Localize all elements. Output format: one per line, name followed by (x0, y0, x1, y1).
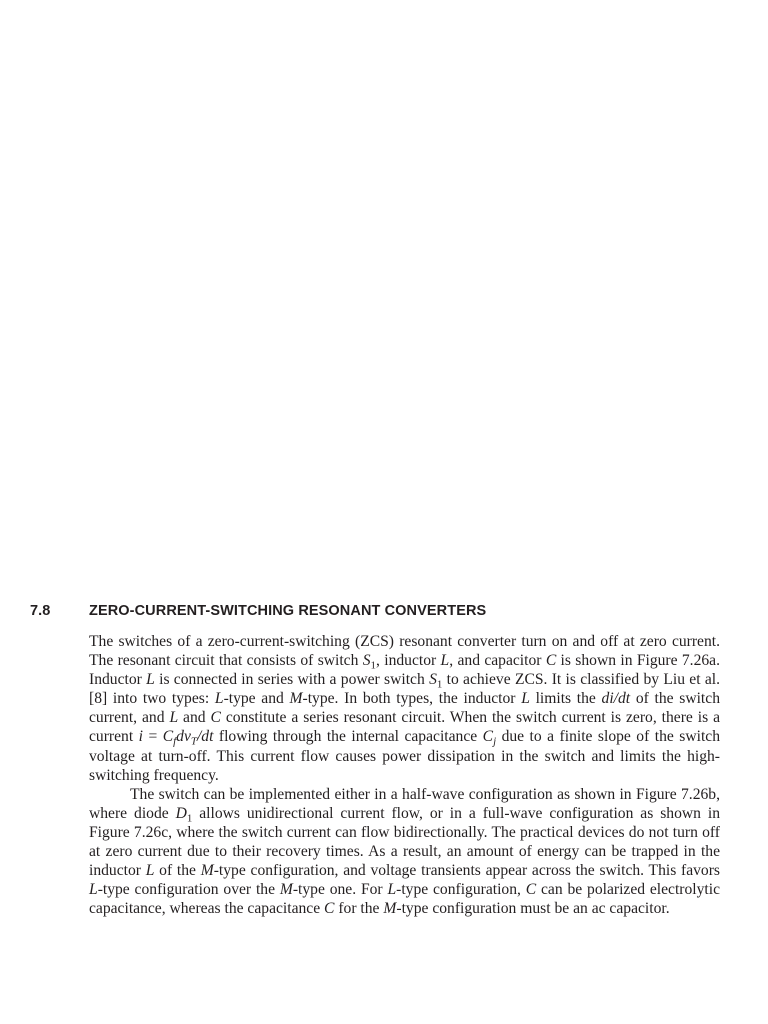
text-run: i (138, 728, 143, 746)
text-run: flowing through the internal capacitance (213, 728, 483, 746)
text-run: L (440, 652, 450, 670)
text-run: is shown in Figure 7.26a. Inductor (89, 652, 720, 689)
text-run: -type configuration, and voltage transients appear across the switch. This favors (213, 862, 720, 880)
text-run: L (521, 690, 530, 708)
text-run: , inductor (376, 652, 441, 670)
text-run: di/dt (601, 690, 631, 708)
section-number: 7.8 (30, 603, 51, 619)
text-run: The switches of a zero-current-switching (ZCS) resonant converter turn on and off at zero current. The resonant circuit that consists of switch (89, 633, 720, 670)
text-run: L (387, 881, 397, 899)
text-run: can be polarized electrolytic capacitance, whereas the capacitance (89, 881, 721, 918)
text-run: L (146, 671, 155, 689)
text-run: is connected in series with a power switch (154, 671, 430, 689)
text-run: L (214, 690, 224, 708)
text-run: M (383, 900, 397, 918)
text-run: dv (176, 728, 191, 746)
text-run: S (362, 652, 371, 670)
text-run: C (525, 881, 537, 899)
text-run: of the switch current, and (89, 690, 720, 727)
text-run: The switch can be implemented either in a half-wave configuration as shown in Figure 7.26b, where diode (89, 785, 720, 822)
text-run: C (162, 728, 174, 746)
text-run: M (200, 862, 214, 880)
text-run: M (279, 881, 293, 899)
paragraph-2 (89, 785, 720, 919)
text-run: L (169, 709, 179, 727)
text-run: j (493, 735, 497, 748)
text-run: limits the (529, 690, 602, 708)
text-run: 1 (370, 659, 376, 672)
text-run: to achieve ZCS. It is classified by Liu et al. [8] into two types: (89, 671, 720, 708)
text-run: of the (154, 862, 201, 880)
text-run: -type and (223, 690, 290, 708)
section-heading (30, 603, 486, 619)
text-run: C (210, 709, 221, 727)
text-run: T (190, 735, 197, 748)
section-title: ZERO-CURRENT-SWITCHING RESONANT CONVERTERS (89, 603, 487, 619)
text-run: /dt (196, 728, 214, 746)
text-run: -type configuration over the (97, 881, 280, 899)
paragraph-1 (89, 632, 720, 785)
text-run: -type configuration, (396, 881, 526, 899)
text-run: L (145, 862, 155, 880)
text-run: C (482, 728, 494, 746)
text-run: f (173, 735, 177, 748)
text-run: , and capacitor (449, 652, 546, 670)
text-run: -type. In both types, the inductor (302, 690, 522, 708)
text-run: D (175, 804, 187, 822)
text-run: 1 (436, 678, 443, 691)
text-run: and (178, 709, 211, 727)
text-run: for the (334, 900, 384, 918)
text-run: = (142, 728, 163, 746)
text-run: 1 (186, 812, 193, 825)
text-run: -type one. For (292, 881, 388, 899)
body-text (89, 632, 720, 918)
text-run: allows unidirectional current flow, or in a full-wave configuration as shown in Figure 7.26c, where the switch current can flow bidirectionally. The practical devices do not turn off at zero current due to their recovery times. As a result, an amount of energy can be trapped in the inductor (89, 804, 720, 880)
text-run: constitute a series resonant circuit. When the switch current is zero, there is a current (89, 709, 720, 746)
text-run: due to a finite slope of the switch voltage at turn-off. This current flow causes power dissipation in the switch and limits the high-switching frequency. (89, 728, 720, 784)
text-run: S (429, 671, 437, 689)
text-run: C (324, 900, 335, 918)
text-run: -type configuration must be an ac capacitor. (396, 900, 670, 918)
text-run: M (289, 690, 303, 708)
text-run: C (545, 652, 557, 670)
text-run: L (89, 881, 98, 899)
